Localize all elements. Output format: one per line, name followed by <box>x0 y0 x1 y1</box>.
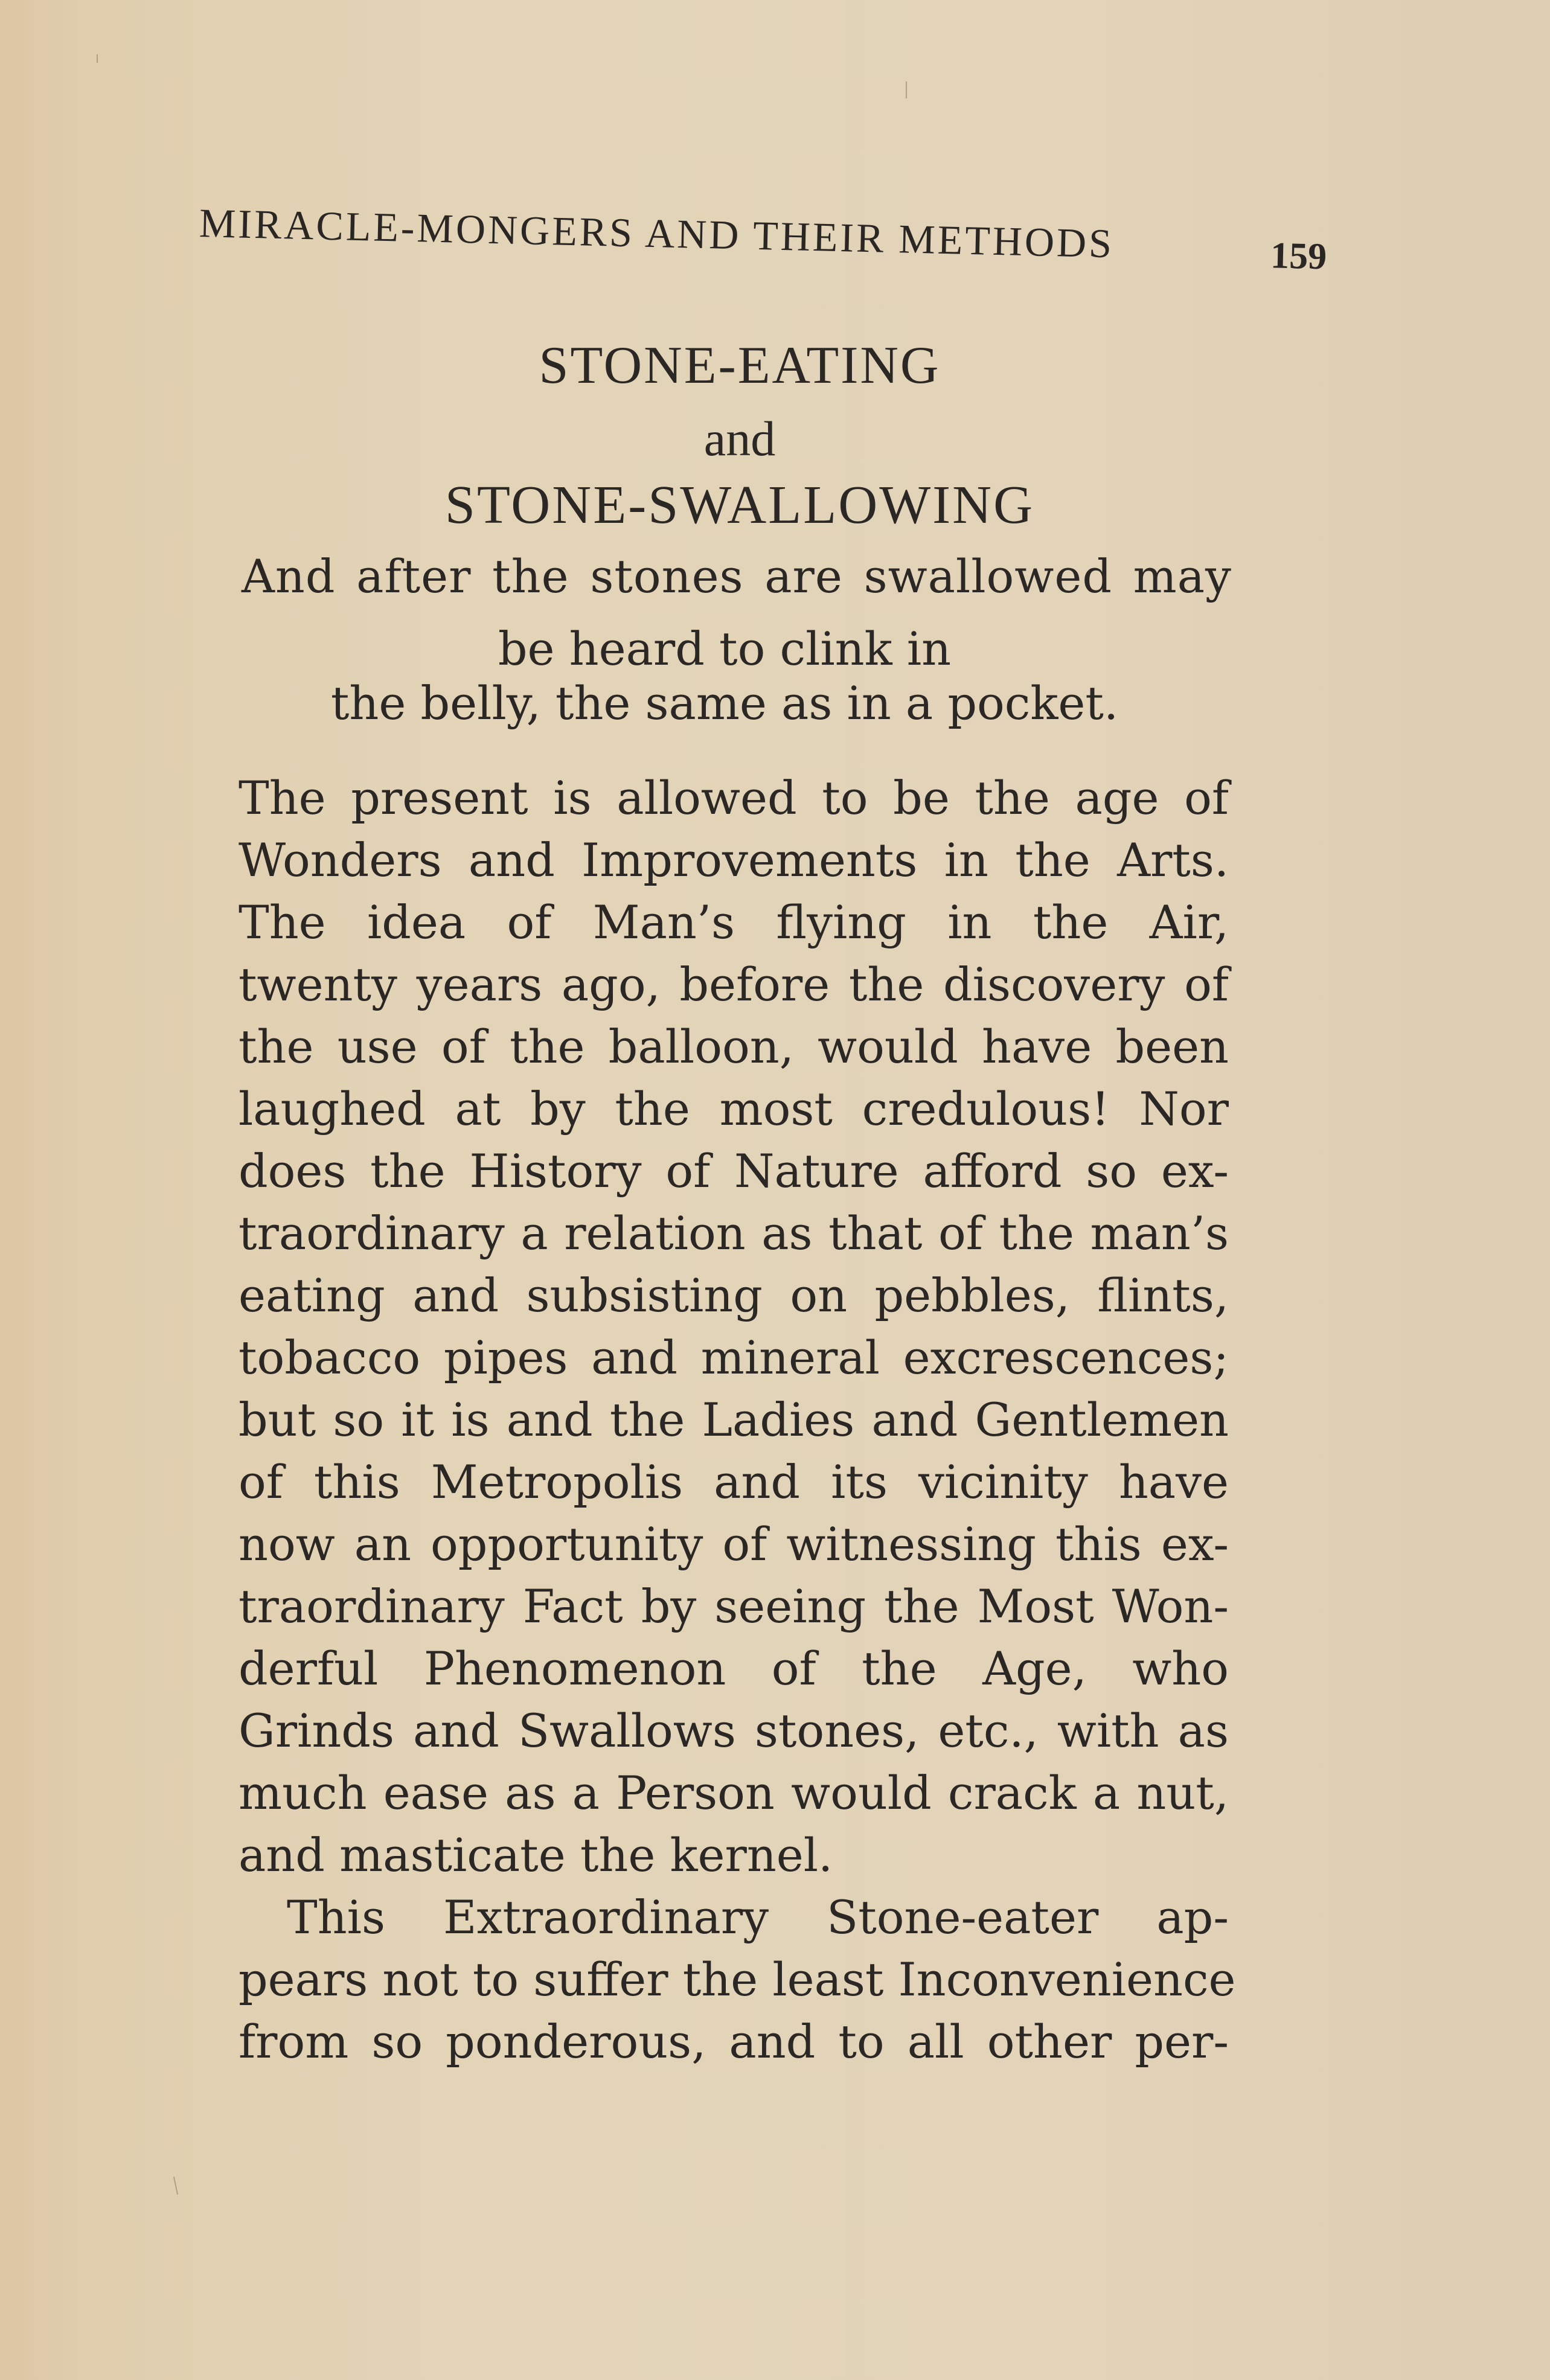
paper-speck <box>97 54 98 63</box>
text-line: Grinds and Swallows stones, etc., with as <box>239 1704 1229 1758</box>
text-line: now an opportunity of witnessing this ex- <box>239 1517 1229 1571</box>
text-line: laughed at by the most credulous! Nor <box>239 1082 1229 1136</box>
text-line: traordinary Fact by seeing the Most Won- <box>239 1579 1229 1633</box>
text-line: tobacco pipes and mineral excrescences; <box>239 1331 1229 1384</box>
paragraph-1 <box>239 767 1229 1886</box>
text-line: The present is allowed to be the age of <box>239 771 1229 825</box>
epigraph-line: the belly, the same as in a pocket. <box>330 676 1119 730</box>
body-text <box>239 767 1236 2073</box>
paragraph-2 <box>239 1886 1236 2073</box>
text-line: pears not to suffer the least Inconvenience <box>239 1953 1236 2006</box>
running-head-title: MIRACLE-MONGERS AND THEIR METHODS <box>199 200 1115 267</box>
text-line: Wonders and Improvements in the Arts. <box>239 833 1229 887</box>
text-line: The idea of Man’s flying in the Air, <box>239 895 1229 949</box>
section-title-conjunction: and <box>703 411 776 466</box>
text-line: derful Phenomenon of the Age, who <box>239 1642 1229 1695</box>
text-line: the use of the balloon, would have been <box>239 1020 1229 1073</box>
text-line: traordinary a relation as that of the man’s <box>239 1206 1229 1260</box>
epigraph-line: And after the stones are swallowed may <box>242 549 1232 603</box>
running-head <box>199 199 1327 278</box>
text-line: but so it is and the Ladies and Gentlemen <box>239 1393 1229 1447</box>
page-number: 159 <box>1270 235 1327 278</box>
text-line: much ease as a Person would crack a nut, <box>239 1766 1229 1820</box>
epigraph-line: be heard to clink in <box>498 622 952 676</box>
paper-speck <box>173 2177 178 2195</box>
text-line: from so ponderous, and to all other per- <box>239 2015 1229 2068</box>
text-line: and masticate the kernel. <box>239 1828 833 1882</box>
section-title-line-1: STONE-EATING <box>539 336 941 395</box>
text-line: does the History of Nature afford so ex- <box>239 1144 1229 1198</box>
text-line: eating and subsisting on pebbles, flints, <box>239 1268 1229 1322</box>
section-title-line-2: STONE-SWALLOWING <box>444 475 1035 535</box>
text-line: of this Metropolis and its vicinity have <box>239 1455 1229 1509</box>
text-line: twenty years ago, before the discovery of <box>239 958 1229 1011</box>
paper-speck <box>906 82 907 98</box>
text-line: This Extraordinary Stone-eater ap- <box>287 1890 1229 1944</box>
